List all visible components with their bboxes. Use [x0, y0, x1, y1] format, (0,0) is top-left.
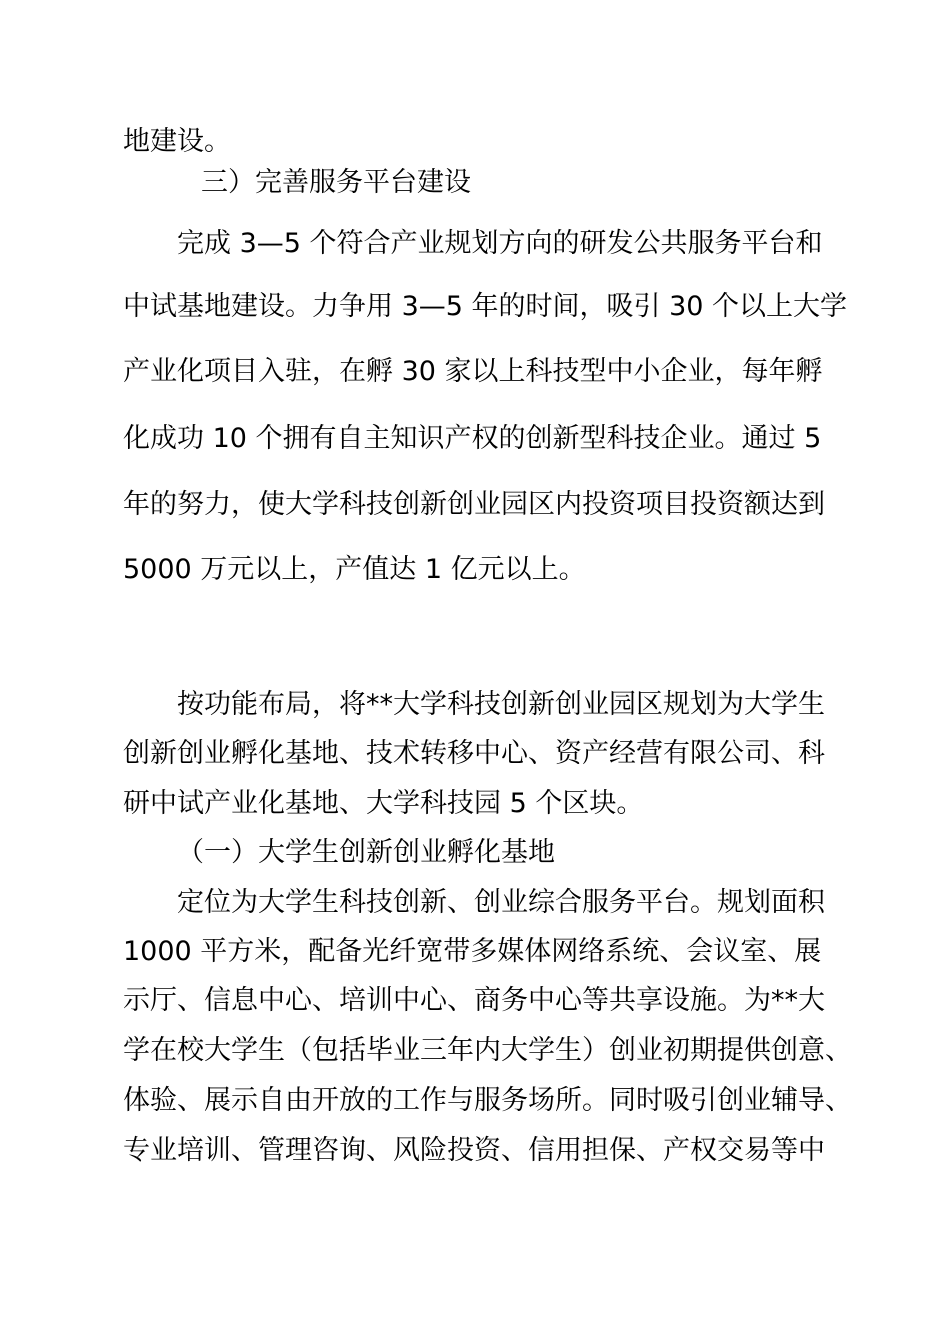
paragraph-line: 学在校大学生（包括毕业三年内大学生）创业初期提供创意、 — [123, 1035, 852, 1066]
paragraph-line: 创新创业孵化基地、技术转移中心、资产经营有限公司、科 — [123, 738, 825, 769]
paragraph-line: 产业化项目入驻，在孵 30 家以上科技型中小企业，每年孵 — [123, 356, 823, 387]
paragraph-line: 专业培训、管理咨询、风险投资、信用担保、产权交易等中 — [123, 1135, 825, 1166]
paragraph-line: 定位为大学生科技创新、创业综合服务平台。规划面积 — [177, 887, 825, 918]
paragraph-line: 年的努力，使大学科技创新创业园区内投资项目投资额达到 — [123, 489, 825, 520]
paragraph-line: 5000 万元以上，产值达 1 亿元以上。 — [123, 554, 586, 585]
text-line-continuation: 地建设。 — [123, 126, 231, 157]
section-heading-3: 三）完善服务平台建设 — [201, 167, 471, 198]
paragraph-line: 研中试产业化基地、大学科技园 5 个区块。 — [123, 788, 644, 819]
paragraph-line: 完成 3—5 个符合产业规划方向的研发公共服务平台和 — [177, 228, 823, 259]
paragraph-line: 示厅、信息中心、培训中心、商务中心等共享设施。为**大 — [123, 985, 825, 1016]
paragraph-line: 按功能布局，将**大学科技创新创业园区规划为大学生 — [177, 689, 825, 720]
section-heading-1: （一）大学生创新创业孵化基地 — [177, 837, 555, 868]
paragraph-line: 化成功 10 个拥有自主知识产权的创新型科技企业。通过 5 — [123, 423, 822, 454]
paragraph-line: 体验、展示自由开放的工作与服务场所。同时吸引创业辅导、 — [123, 1085, 852, 1116]
paragraph-line: 中试基地建设。力争用 3—5 年的时间，吸引 30 个以上大学 — [123, 291, 848, 322]
paragraph-line: 1000 平方米，配备光纤宽带多媒体网络系统、会议室、展 — [123, 936, 822, 967]
